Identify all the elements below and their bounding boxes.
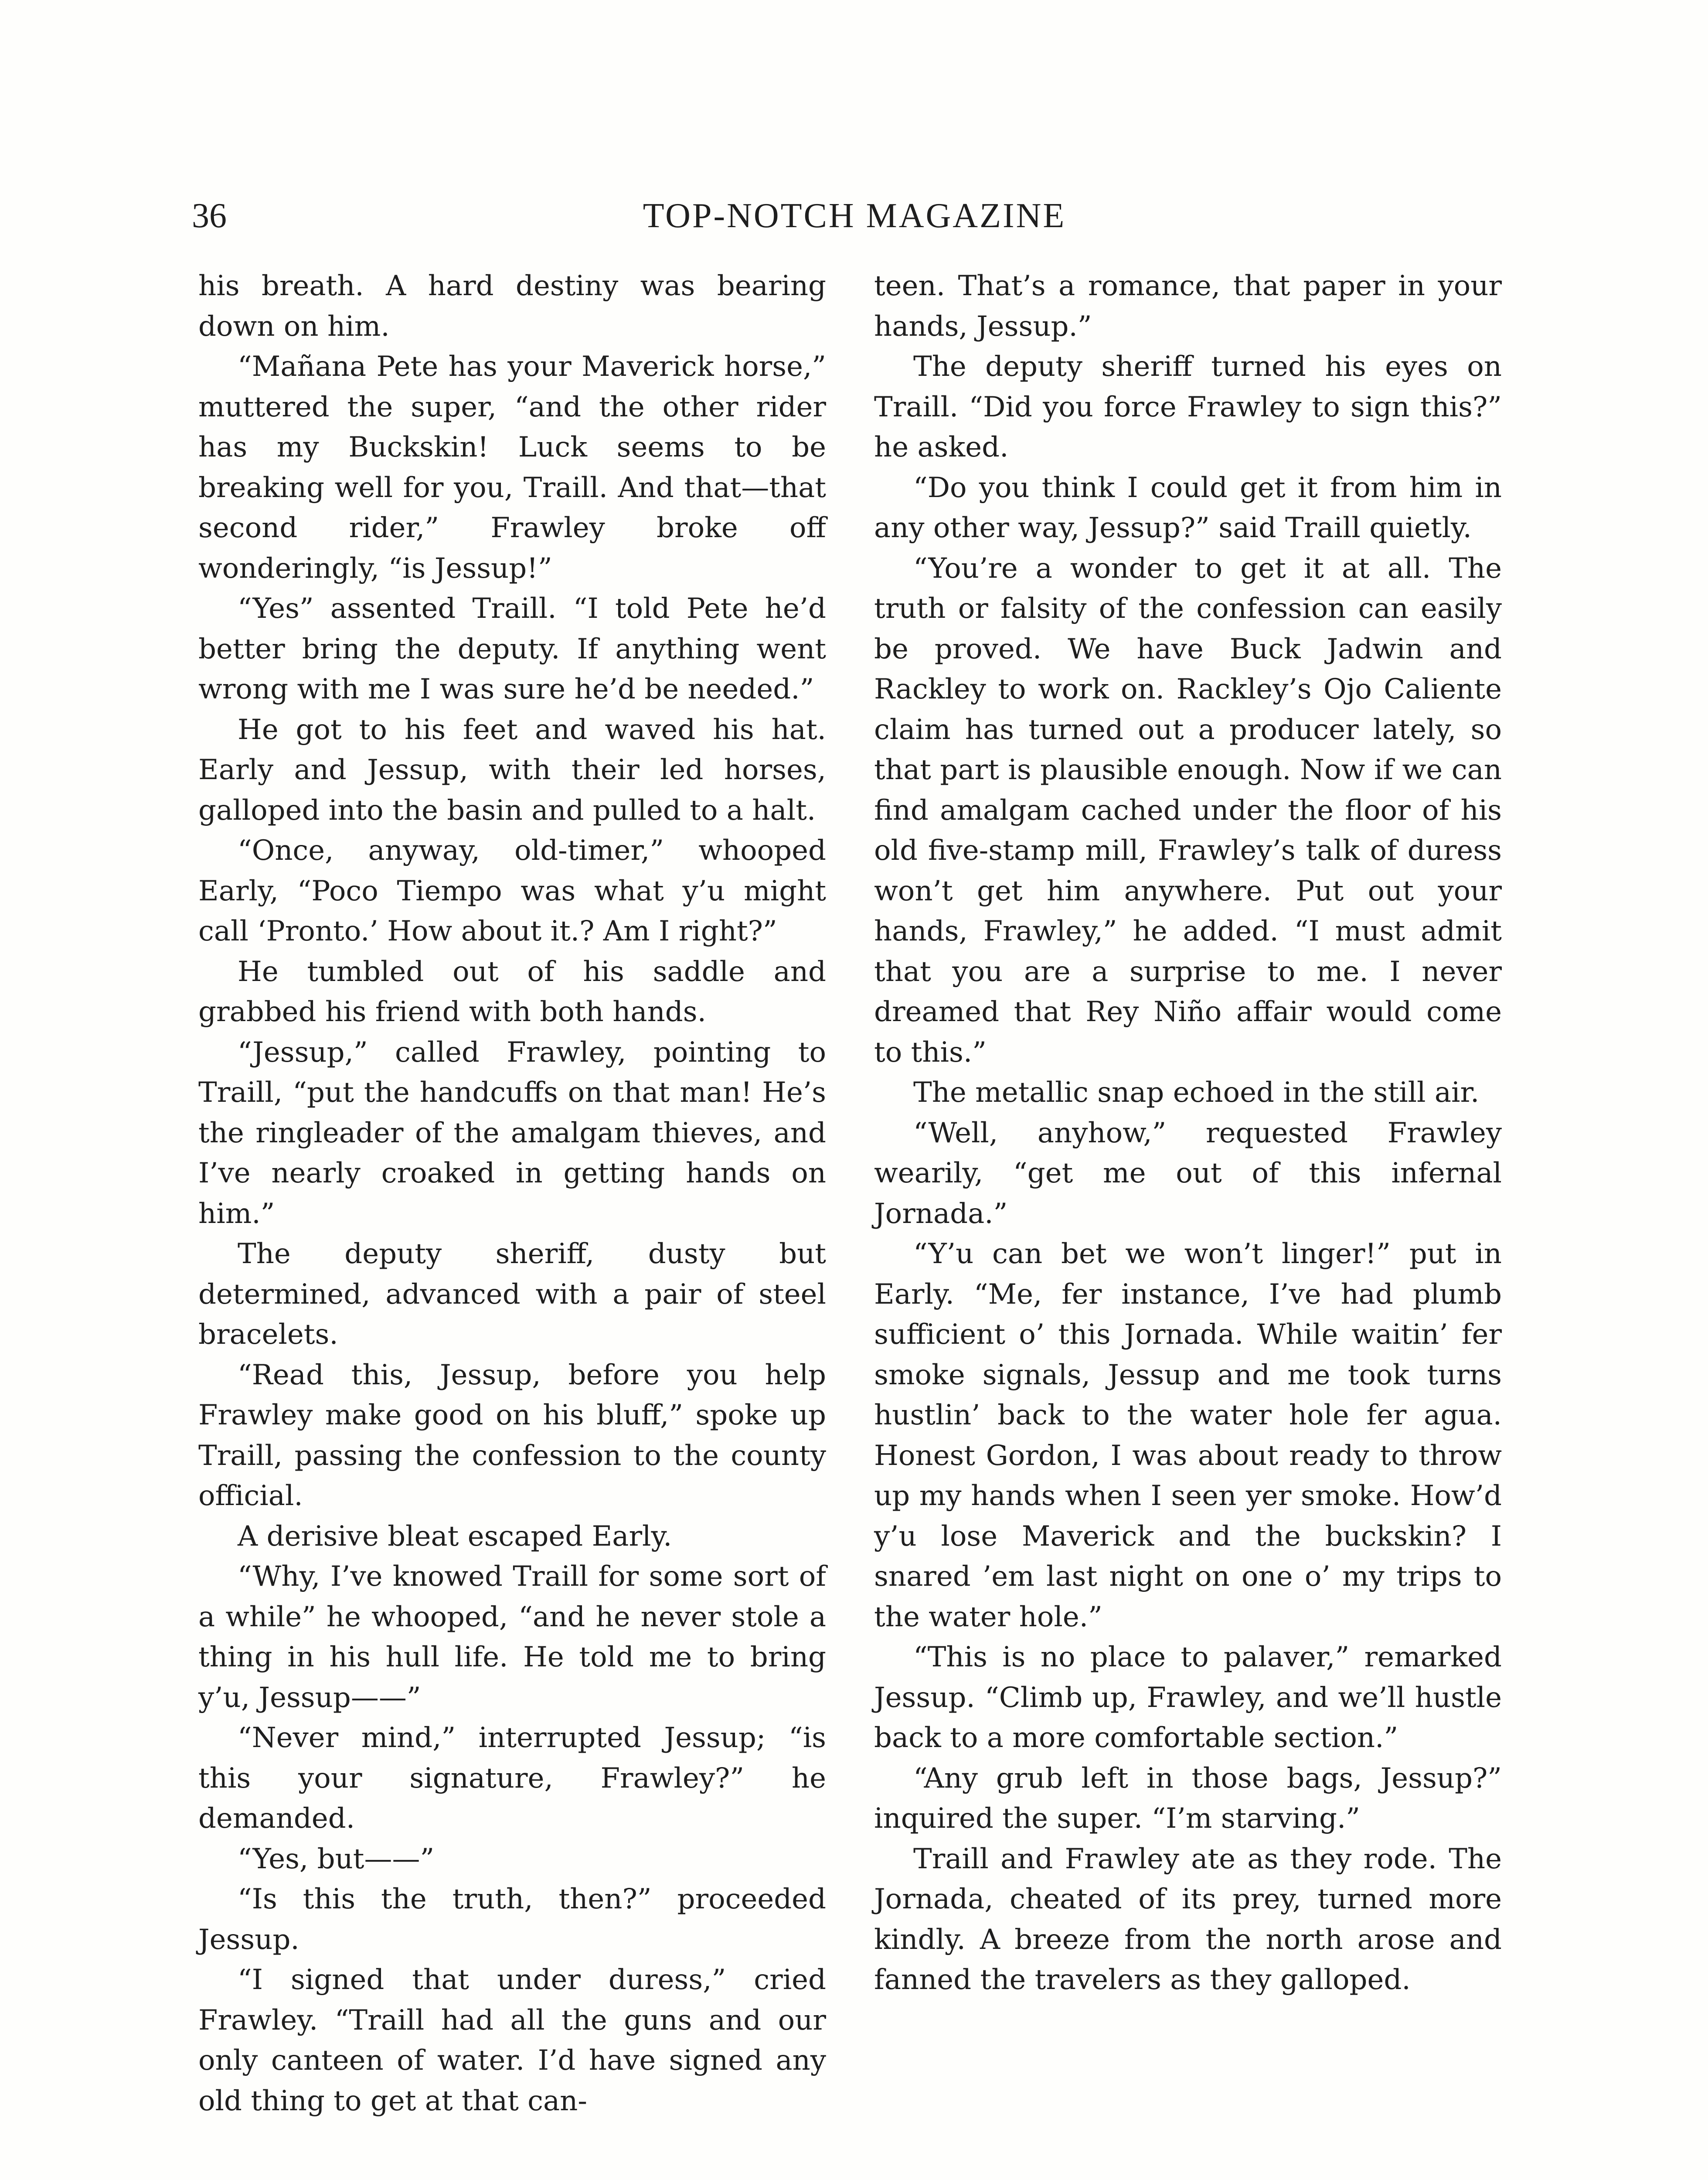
paragraph: The deputy sheriff turned his eyes on Traill. “Did you force Frawley to sign this?” he asked. — [874, 351, 1502, 463]
paragraph: “Jessup,” called Frawley, pointing to Traill, “put the handcuffs on that man! He’s the ringleader of the amalgam thieves, and I’ve nearly croaked in getting hands on him.” — [198, 1036, 826, 1230]
paragraph: “I signed that under duress,” cried Frawley. “Traill had all the guns and our only canteen of water. I’d have signed any old thing to get at that can- — [198, 1964, 826, 2117]
paragraph: “This is no place to palaver,” remarked Jessup. “Climb up, Frawley, and we’ll hustle back to a more comfortable section.” — [874, 1641, 1502, 1754]
magazine-title: TOP-NOTCH MAGAZINE — [643, 197, 1066, 235]
paragraph: Traill and Frawley ate as they rode. The Jornada, cheated of its prey, turned more kindly. A breeze from the north arose and fanned the travelers as they galloped. — [874, 1843, 1502, 1996]
paragraph: “Mañana Pete has your Maverick horse,” muttered the super, “and the other rider has my Buckskin! Luck seems to be breaking well for you, Traill. And that—that second rider,” Frawley broke off wonderingly, “is Jessup!” — [198, 351, 826, 585]
paragraph: A derisive bleat escaped Early. — [238, 1520, 672, 1553]
paragraph: “Do you think I could get it from him in any other way, Jessup?” said Traill quietly. — [874, 471, 1502, 544]
paragraph: teen. That’s a romance, that paper in your hands, Jessup.” — [874, 270, 1502, 343]
paragraph: “Never mind,” interrupted Jessup; “is this your signature, Frawley?” he demanded. — [198, 1722, 826, 1835]
paragraph: He got to his feet and waved his hat. Early and Jessup, with their led horses, galloped into the basin and pulled to a halt. — [198, 713, 826, 827]
page-header — [192, 190, 1517, 242]
right-text-column — [874, 266, 1502, 2000]
paragraph: “Read this, Jessup, before you help Frawley make good on his bluff,” spoke up Traill, passing the confession to the county official. — [198, 1359, 826, 1512]
page-number: 36 — [192, 197, 227, 235]
paragraph: “Any grub left in those bags, Jessup?” inquired the super. “I’m starving.” — [874, 1762, 1502, 1835]
paragraph: He tumbled out of his saddle and grabbed his friend with both hands. — [198, 955, 826, 1028]
paragraph: The deputy sheriff, dusty but determined, advanced with a pair of steel bracelets. — [198, 1238, 826, 1351]
paragraph: “Once, anyway, old-timer,” whooped Early, “Poco Tiempo was what y’u might call ‘Pronto.’ How about it.? Am I right?” — [198, 835, 826, 947]
paragraph: The metallic snap echoed in the still air. — [913, 1076, 1480, 1109]
paragraph: “Why, I’ve knowed Traill for some sort of a while” he whooped, “and he never stole a thing in his hull life. He told me to bring y’u, Jessup——” — [198, 1560, 826, 1714]
paragraph: his breath. A hard destiny was bearing down on him. — [198, 270, 826, 343]
paragraph: “Yes” assented Traill. “I told Pete he’d better bring the deputy. If anything went wrong with me I was sure he’d be needed.” — [198, 593, 826, 705]
paragraph: “You’re a wonder to get it at all. The truth or falsity of the confession can easily be proved. We have Buck Jadwin and Rackley to work on. Rackley’s Ojo Caliente claim has turned out a producer lately, so that part is plausible enough. Now if we can find amalgam cached under the floor of his old five-stamp mill, Frawley’s talk of duress won’t get him anywhere. Put out your hands, Frawley,” he added. “I must admit that you are a surprise to me. I never dreamed that Rey Niño affair would come to this.” — [874, 552, 1502, 1069]
paragraph: “Yes, but——” — [238, 1843, 435, 1875]
paragraph: “Y’u can bet we won’t linger!” put in Early. “Me, fer instance, I’ve had plumb sufficient o’ this Jornada. While waitin’ fer smoke signals, Jessup and me took turns hustlin’ back to the water hole fer agua. Honest Gordon, I was about ready to throw up my hands when I seen yer smoke. How’d y’u lose Maverick and the buckskin? I snared ’em last night on one o’ my trips to the water hole.” — [874, 1238, 1502, 1633]
paragraph: “Well, anyhow,” requested Frawley wearily, “get me out of this infernal Jornada.” — [874, 1117, 1502, 1230]
left-text-column — [198, 266, 826, 2121]
paragraph: “Is this the truth, then?” proceeded Jessup. — [198, 1883, 826, 1956]
